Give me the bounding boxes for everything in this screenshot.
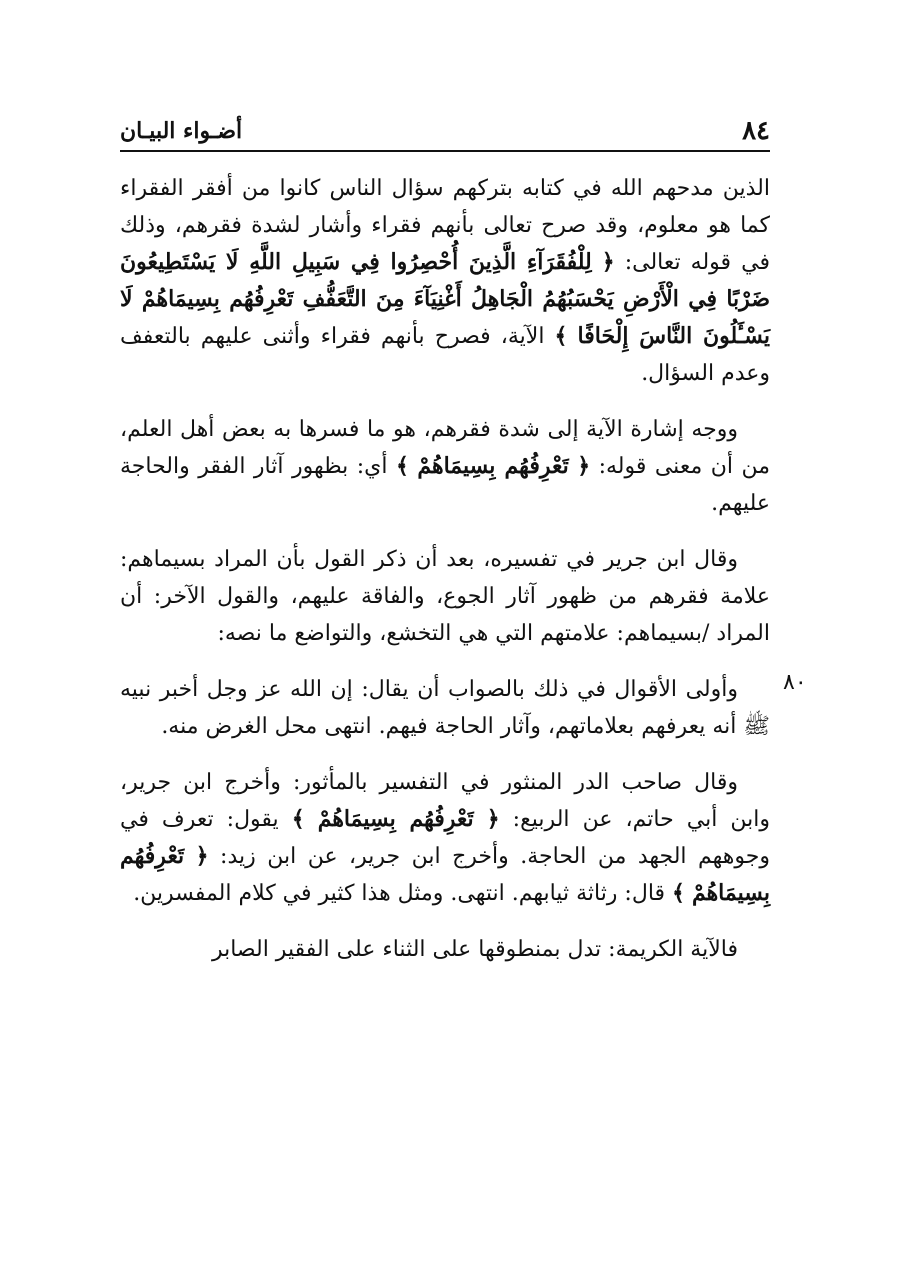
quran-verse: تَعْرِفُهُم بِسِيمَاهُمْ bbox=[417, 453, 569, 479]
page-number: ٨٤ bbox=[742, 116, 770, 146]
running-title: أضـواء البيـان bbox=[120, 118, 243, 144]
quran-open-bracket: ﴿ bbox=[195, 843, 209, 869]
quran-verse: تَعْرِفُهُم بِسِيمَاهُمْ bbox=[120, 843, 770, 906]
body-text bbox=[120, 170, 770, 987]
quran-verse: تَعْرِفُهُم بِسِيمَاهُمْ bbox=[317, 806, 474, 832]
paragraph-text: يقول: تعرف في وجوههم الجهد من الحاجة. وأخرج ابن جرير، عن ابن زيد: bbox=[120, 807, 770, 869]
paragraph-6: فالآية الكريمة: تدل بمنطوقها على الثناء على الفقير الصابر bbox=[211, 937, 738, 962]
quran-open-bracket: ﴿ bbox=[577, 453, 591, 479]
quran-verse: لِلْفُقَرَآءِ الَّذِينَ أُحْصِرُوا فِي سَبِيلِ اللَّهِ لَا يَسْتَطِيعُونَ ضَرْبًا فِي الْأَرْضِ يَحْسَبُهُمُ الْجَاهِلُ أَغْنِيَآءَ مِنَ التَّعَفُّفِ تَعْرِفُهُم بِسِيمَاهُمْ لَا يَسْـَٔلُونَ النَّاسَ إِلْحَافًا bbox=[120, 249, 770, 349]
paragraph-text: وقال صاحب الدر المنثور في التفسير بالمأثور: وأخرج ابن جرير، وابن أبي حاتم، عن الربيع: bbox=[120, 770, 770, 832]
quran-close-bracket: ﴾ bbox=[395, 453, 409, 479]
quran-close-bracket: ﴾ bbox=[291, 806, 305, 832]
quran-close-bracket: ﴾ bbox=[554, 323, 568, 349]
quran-open-bracket: ﴿ bbox=[486, 806, 500, 832]
margin-page-reference: ٨٠ bbox=[783, 670, 807, 695]
paragraph-1 bbox=[120, 170, 770, 392]
paragraph-4: وأولى الأقوال في ذلك بالصواب أن يقال: إن الله عز وجل أخبر نبيه ﷺ أنه يعرفهم بعلاماتهم، وآثار الحاجة فيهم. انتهى محل الغرض منه. bbox=[120, 677, 770, 739]
paragraph-text: أي: بظهور آثار الفقر والحاجة عليهم. bbox=[120, 454, 770, 516]
paragraph-text: الذين مدحهم الله في كتابه بتركهم سؤال الناس كانوا من أفقر الفقراء كما هو معلوم، وقد صرح تعالى بأنهم فقراء وأشار لشدة فقرهم، وذلك في قوله تعالى: bbox=[120, 176, 770, 275]
page-header bbox=[120, 112, 770, 152]
paragraph-3: وقال ابن جرير في تفسيره، بعد أن ذكر القول بأن المراد بسيماهم: علامة فقرهم من ظهور آثار الجوع، والفاقة عليهم، والقول الآخر: أن المراد /بسيماهم: علامتهم التي هي التخشع، والتواضع ما نصه: bbox=[120, 547, 770, 646]
paragraph-text: ووجه إشارة الآية إلى شدة فقرهم، هو ما فسرها به بعض أهل العلم، من أن معنى قوله: bbox=[120, 417, 770, 479]
paragraph-text: الآية، فصرح بأنهم فقراء وأثنى عليهم بالتعفف وعدم السؤال. bbox=[120, 324, 770, 386]
paragraph-text: قال: رثاثة ثيابهم. انتهى. ومثل هذا كثير في كلام المفسرين. bbox=[133, 881, 666, 906]
quran-open-bracket: ﴿ bbox=[601, 249, 615, 275]
paragraph-2 bbox=[120, 411, 770, 522]
quran-close-bracket: ﴾ bbox=[672, 880, 685, 906]
paragraph-5 bbox=[120, 764, 770, 912]
